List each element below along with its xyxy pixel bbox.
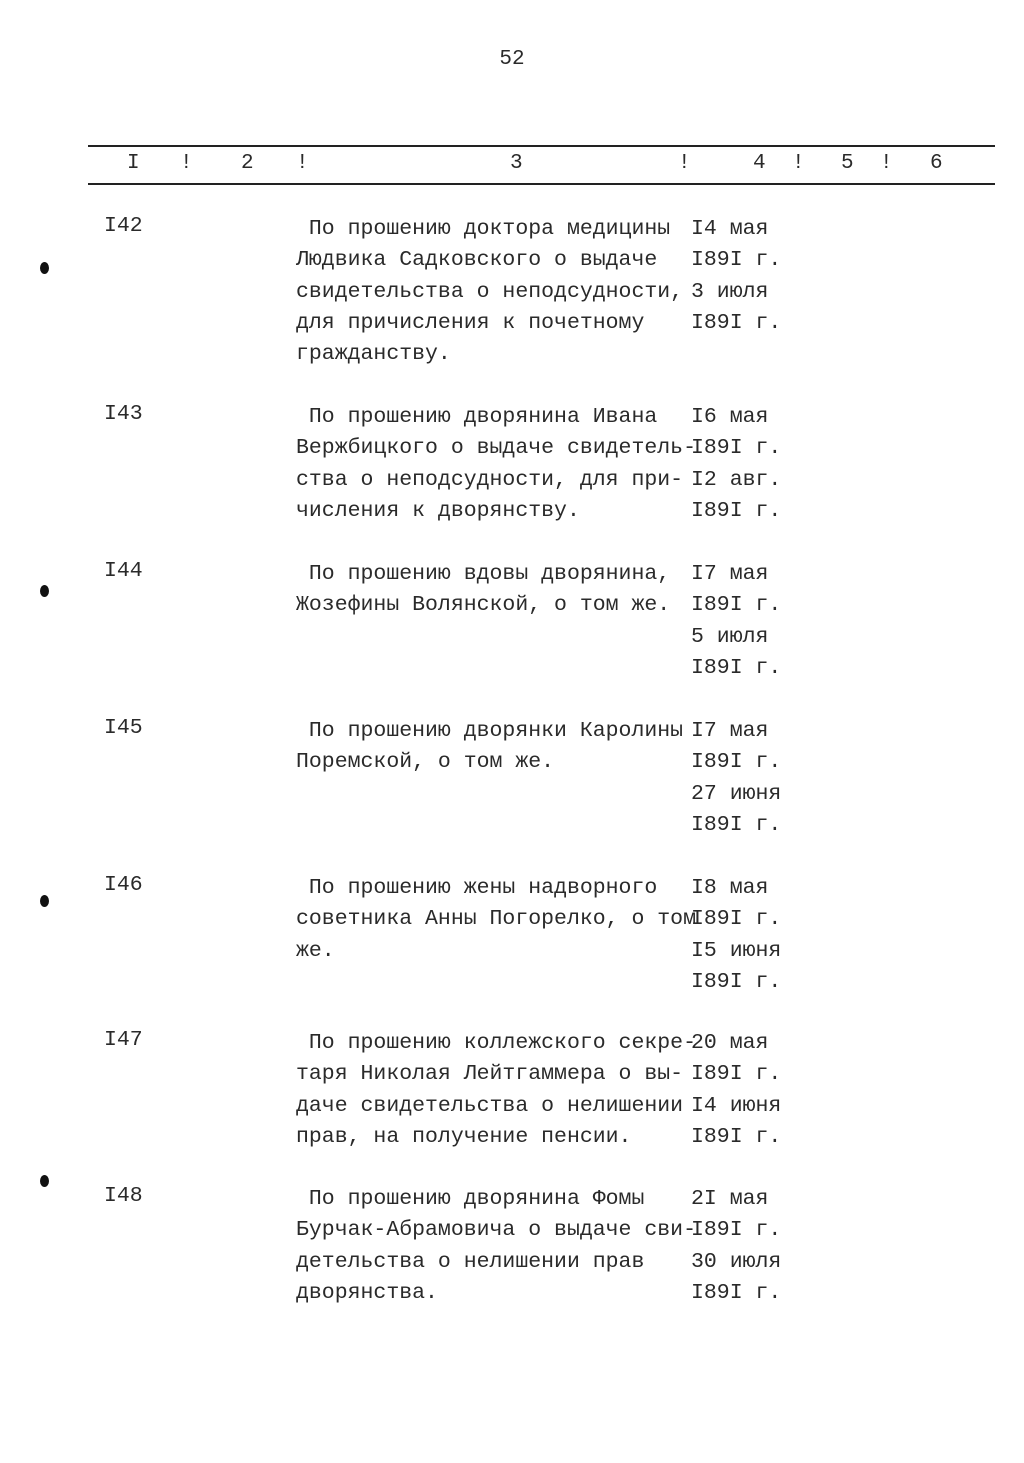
date-line: 2I мая xyxy=(691,1187,769,1211)
description-line: даче свидетельства о нелишении xyxy=(296,1093,684,1118)
date-line: I89I г. xyxy=(691,969,782,994)
date-line: I89I г. xyxy=(691,1218,782,1243)
column-separator: ! xyxy=(792,152,805,175)
entry-number: I42 xyxy=(104,214,143,238)
date-line: I7 мая xyxy=(691,719,769,743)
entry-dates xyxy=(691,1184,781,1309)
date-line: I4 июня xyxy=(691,1093,782,1118)
binding-hole-mark xyxy=(40,262,49,274)
column-header-2: 2 xyxy=(241,152,254,175)
entry-dates xyxy=(691,716,781,841)
entry-number: I44 xyxy=(104,559,143,583)
date-line: I89I г. xyxy=(691,1280,782,1305)
date-line: I7 мая xyxy=(691,562,769,586)
header-bottom-rule xyxy=(88,183,995,185)
date-line: I89I г. xyxy=(691,498,782,523)
entry-dates xyxy=(691,214,781,339)
description-line: По прошению дворянина Фомы xyxy=(296,1187,645,1211)
description-line: Поремской, о том же. xyxy=(296,750,555,775)
description-line: прав, на получение пенсии. xyxy=(296,1124,632,1149)
entry-number: I47 xyxy=(104,1028,143,1052)
date-line: 30 июля xyxy=(691,1249,782,1274)
description-line: По прошению доктора медицины xyxy=(296,217,671,241)
column-separator: ! xyxy=(296,152,309,175)
date-line: 5 июля xyxy=(691,624,769,649)
description-line: Бурчак-Абрамовича о выдаче сви- xyxy=(296,1218,696,1243)
binding-hole-mark xyxy=(40,585,49,597)
column-header-1: I xyxy=(127,152,140,175)
description-line: Вержбицкого о выдаче свидетель- xyxy=(296,436,696,461)
column-header-3: 3 xyxy=(510,152,523,175)
entry-number: I45 xyxy=(104,716,143,740)
date-line: I89I г. xyxy=(691,812,782,837)
entry-dates xyxy=(691,873,781,998)
page-number: 52 xyxy=(499,48,525,71)
entry-dates xyxy=(691,402,781,527)
date-line: I89I г. xyxy=(691,1062,782,1087)
entry-number: I48 xyxy=(104,1184,143,1208)
entry-number: I46 xyxy=(104,873,143,897)
date-line: I89I г. xyxy=(691,750,782,775)
date-line: 3 июля xyxy=(691,279,769,304)
date-line: I89I г. xyxy=(691,436,782,461)
binding-hole-mark xyxy=(40,895,49,907)
entry-description xyxy=(296,873,696,967)
description-line: детельства о нелишении прав xyxy=(296,1249,645,1274)
date-line: I89I г. xyxy=(691,907,782,932)
description-line: свидетельства о неподсудности, xyxy=(296,279,684,304)
entry-description xyxy=(296,559,670,622)
header-top-rule xyxy=(88,145,995,147)
column-separator: ! xyxy=(880,152,893,175)
description-line: Жозефины Волянской, о том же. xyxy=(296,593,671,618)
entry-dates xyxy=(691,1028,781,1153)
entry-description xyxy=(296,402,696,527)
date-line: I89I г. xyxy=(691,1124,782,1149)
entry-dates xyxy=(691,559,781,684)
column-separator: ! xyxy=(678,152,691,175)
entry-number: I43 xyxy=(104,402,143,426)
date-line: I89I г. xyxy=(691,655,782,680)
date-line: I8 мая xyxy=(691,876,769,900)
description-line: гражданству. xyxy=(296,342,451,367)
entry-description xyxy=(296,1028,696,1153)
description-line: По прошению жены надворного xyxy=(296,876,658,900)
description-line: По прошению дворянки Каролины xyxy=(296,719,684,743)
description-line: ства о неподсудности, для при- xyxy=(296,467,684,492)
description-line: По прошению коллежского секре- xyxy=(296,1031,696,1055)
date-line: 20 мая xyxy=(691,1031,769,1055)
date-line: I2 авг. xyxy=(691,467,782,492)
date-line: I4 мая xyxy=(691,217,769,241)
description-line: же. xyxy=(296,938,335,963)
entry-description xyxy=(296,1184,696,1309)
column-header-5: 5 xyxy=(841,152,854,175)
date-line: 27 июня xyxy=(691,781,782,806)
description-line: числения к дворянству. xyxy=(296,498,580,523)
entry-description xyxy=(296,214,683,370)
description-line: Людвика Садковского о выдаче xyxy=(296,248,658,273)
column-header-4: 4 xyxy=(753,152,766,175)
description-line: для причисления к почетному xyxy=(296,310,645,335)
entry-description xyxy=(296,716,683,779)
description-line: дворянства. xyxy=(296,1280,438,1305)
column-header-6: 6 xyxy=(930,152,943,175)
date-line: I6 мая xyxy=(691,405,769,429)
description-line: По прошению вдовы дворянина, xyxy=(296,562,671,586)
date-line: I89I г. xyxy=(691,248,782,273)
description-line: советника Анны Погорелко, о том xyxy=(296,907,696,932)
date-line: I89I г. xyxy=(691,593,782,618)
column-separator: ! xyxy=(180,152,193,175)
description-line: таря Николая Лейтгаммера о вы- xyxy=(296,1062,684,1087)
description-line: По прошению дворянина Ивана xyxy=(296,405,658,429)
date-line: I5 июня xyxy=(691,938,782,963)
date-line: I89I г. xyxy=(691,310,782,335)
binding-hole-mark xyxy=(40,1175,49,1187)
